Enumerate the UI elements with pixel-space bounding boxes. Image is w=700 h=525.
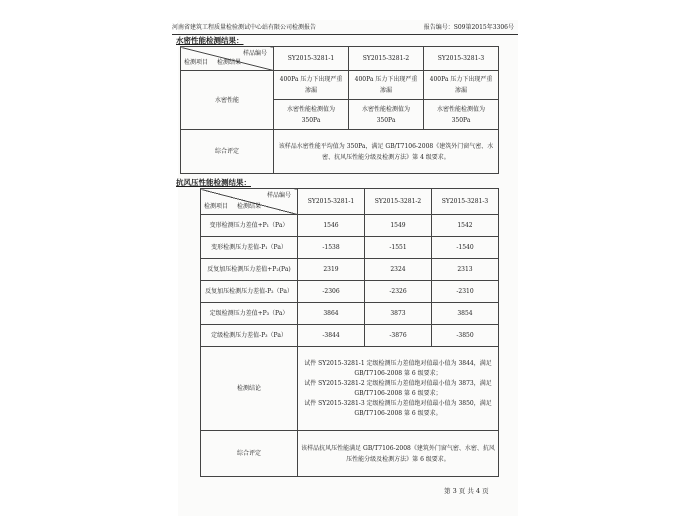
wind-value: -1540	[432, 237, 499, 259]
wind-value: 3864	[298, 303, 365, 325]
wind-summary-label: 综合评定	[201, 431, 298, 477]
wind-row-label: 变形检测压力差值+P₁（Pa）	[201, 215, 298, 237]
wind-diag-header	[201, 189, 298, 215]
water-table	[180, 46, 499, 174]
wind-value: -2326	[365, 281, 432, 303]
diag-result-label: 检测结果	[217, 59, 242, 66]
wind-row-label: 定级检测压力差值+P₃（Pa）	[201, 303, 298, 325]
conclusion-item: 试件 SY2015-3281-1 定级检测压力差值绝对值最小值为 3844，满足 GB/T7106-2008 第 6 级要求；	[304, 359, 492, 377]
wind-value: -2306	[298, 281, 365, 303]
water-sample-col: SY2015-3281-2	[349, 47, 424, 71]
wind-row-label: 变形检测压力差值-P₁（Pa）	[201, 237, 298, 259]
wind-value: 1546	[298, 215, 365, 237]
wind-row-label: 反复加压检测压力差值+P₂(Pa)	[201, 259, 298, 281]
page-footer: 第 3 页 共 4 页	[444, 487, 489, 495]
wind-sample-col: SY2015-3281-1	[298, 189, 365, 215]
water-observation: 400Pa 压力下出现严重渗漏	[349, 71, 424, 100]
water-section-title: 水密性能检测结果：	[176, 36, 244, 45]
water-row-label: 水密性能	[181, 71, 274, 130]
wind-value: 2324	[365, 259, 432, 281]
conclusion-item: 试件 SY2015-3281-2 定级检测压力差值绝对值最小值为 3873，满足 GB/T7106-2008 第 6 级要求；	[304, 379, 492, 397]
wind-row-label: 反复加压检测压力差值-P₂（Pa）	[201, 281, 298, 303]
conclusion-item: 试件 SY2015-3281-3 定级检测压力差值绝对值最小值为 3850，满足 GB/T7106-2008 第 6 级要求。	[304, 399, 492, 417]
diag-sample-label: 样品编号	[266, 192, 291, 199]
wind-summary: 该样品抗风压性能满足 GB/T7106-2008《建筑外门窗气密、水密、抗风压性能分级及检测方法》第 6 级要求。	[298, 431, 499, 477]
diag-item-label: 检测项目	[204, 203, 229, 210]
wind-conclusions	[298, 347, 499, 431]
org-name: 河南省建筑工程质量检验测试中心站有限公司检测报告	[172, 24, 317, 31]
wind-value: 3854	[432, 303, 499, 325]
wind-conclusion-label: 检测结论	[201, 347, 298, 431]
report-number: 报告编号：S09第2015年3306号	[423, 24, 514, 31]
water-value: 水密性能检测值为 350Pa	[349, 100, 424, 130]
diag-item-label: 检测项目	[184, 59, 209, 66]
water-summary: 该样品水密性能平均值为 350Pa，满足 GB/T7106-2008《建筑外门窗气密、水密、抗风压性能分级及检测方法》第 4 级要求。	[274, 130, 499, 174]
water-value: 水密性能检测值为 350Pa	[274, 100, 349, 130]
wind-table	[200, 188, 499, 477]
report-header	[172, 23, 518, 33]
wind-value: 1549	[365, 215, 432, 237]
header-divider	[172, 34, 518, 35]
wind-value: -1551	[365, 237, 432, 259]
diag-sample-label: 样品编号	[242, 50, 267, 57]
wind-value: -3844	[298, 325, 365, 347]
water-observation: 400Pa 压力下出现严重渗漏	[274, 71, 349, 100]
wind-value: 2313	[432, 259, 499, 281]
water-summary-label: 综合评定	[181, 130, 274, 174]
diag-result-label: 检测结果	[237, 203, 262, 210]
wind-value: 3873	[365, 303, 432, 325]
wind-value: -2310	[432, 281, 499, 303]
water-sample-col: SY2015-3281-1	[274, 47, 349, 71]
wind-value: 2319	[298, 259, 365, 281]
water-diag-header	[181, 47, 274, 71]
wind-value: -3876	[365, 325, 432, 347]
wind-value: 1542	[432, 215, 499, 237]
wind-row-label: 定级检测压力差值-P₃（Pa）	[201, 325, 298, 347]
wind-value: -1538	[298, 237, 365, 259]
water-sample-col: SY2015-3281-3	[424, 47, 499, 71]
wind-sample-col: SY2015-3281-3	[432, 189, 499, 215]
wind-section-title: 抗风压性能检测结果：	[176, 178, 251, 187]
wind-sample-col: SY2015-3281-2	[365, 189, 432, 215]
water-value: 水密性能检测值为 350Pa	[424, 100, 499, 130]
wind-value: -3850	[432, 325, 499, 347]
water-observation: 400Pa 压力下出现严重渗漏	[424, 71, 499, 100]
